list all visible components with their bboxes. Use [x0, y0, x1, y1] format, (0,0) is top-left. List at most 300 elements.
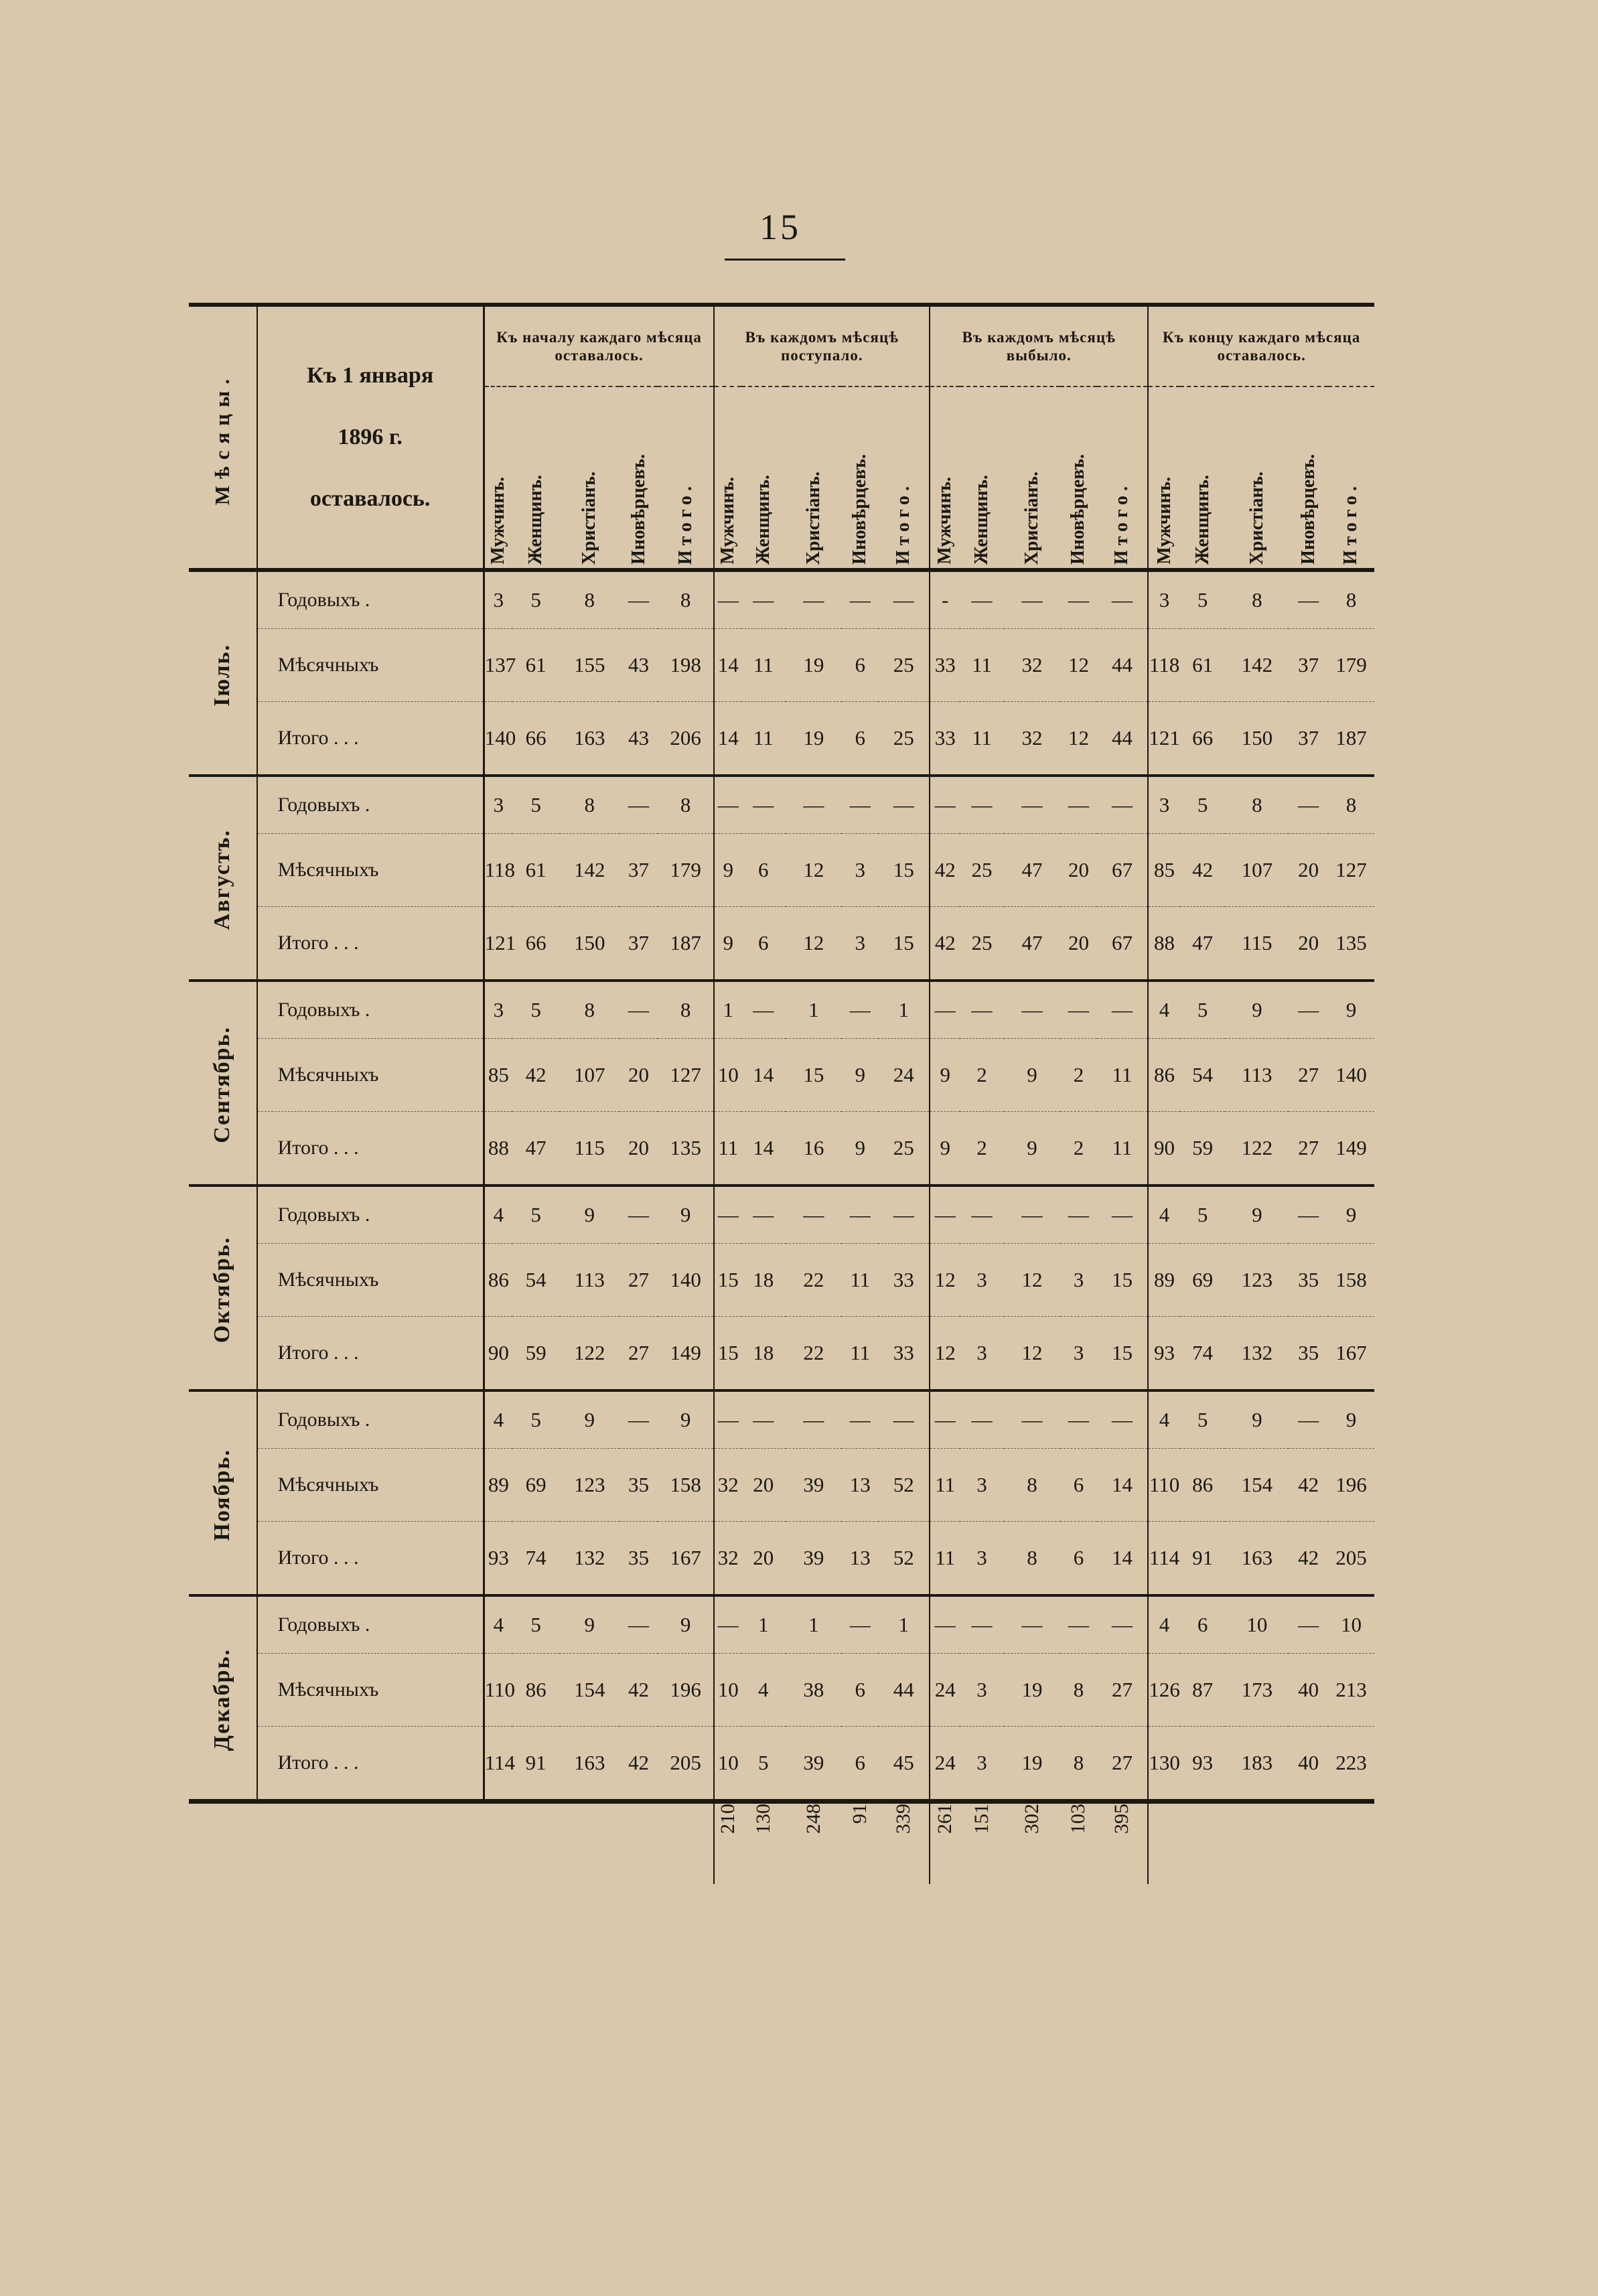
month-label-cell — [189, 1390, 257, 1595]
table-row — [189, 1595, 1374, 1654]
data-cell: 8 — [1346, 793, 1357, 816]
data-cell: 8 — [680, 588, 691, 612]
data-cell: 9 — [1346, 1203, 1357, 1226]
data-cell: 5 — [1197, 793, 1208, 816]
data-cell: — — [893, 1203, 914, 1226]
total-cell — [842, 1802, 878, 1885]
data-cell: 37 — [1289, 702, 1328, 776]
row-label: Годовыхъ . — [257, 981, 484, 1039]
data-cell: 20 — [1060, 834, 1096, 907]
data-cell: 4 — [493, 1408, 504, 1431]
data-cell: 163 — [559, 1727, 620, 1802]
data-cell: 123 — [559, 1449, 620, 1522]
data-cell: 8 — [680, 793, 691, 816]
total-value: 302 — [1021, 1804, 1043, 1834]
subcolumn-header — [930, 386, 960, 570]
data-cell: 2 — [960, 1112, 1003, 1186]
data-cell: 15 — [714, 1317, 741, 1391]
data-cell: 61 — [512, 834, 559, 907]
data-cell: 10 — [714, 1727, 741, 1802]
data-cell: 9 — [584, 1203, 595, 1226]
data-cell: 85 — [1148, 834, 1179, 907]
data-cell: — — [971, 588, 993, 612]
data-cell: 1 — [808, 998, 819, 1021]
data-cell: 8 — [584, 793, 595, 816]
data-cell: 35 — [1289, 1317, 1328, 1391]
data-cell: 3 — [960, 1449, 1003, 1522]
data-cell: 4 — [1148, 1186, 1179, 1244]
data-cell: 39 — [786, 1727, 843, 1802]
data-cell: — — [753, 1203, 774, 1226]
data-cell: 6 — [842, 1654, 878, 1727]
subcolumn-header-label: Мужчинъ. — [488, 477, 509, 565]
data-cell: 132 — [1225, 1317, 1289, 1391]
data-cell: — — [714, 1595, 741, 1654]
data-cell: 37 — [1289, 629, 1328, 702]
data-cell: — — [753, 1408, 774, 1431]
data-cell: 20 — [1060, 907, 1096, 981]
group-header-discharged: Въ каждомъ мѣсяцѣ выбыло. — [930, 305, 1148, 386]
data-cell: 90 — [1148, 1112, 1179, 1186]
total-cell — [741, 1802, 785, 1885]
data-cell: 1 — [714, 981, 741, 1039]
data-cell: 3 — [1060, 1244, 1096, 1317]
data-cell: — — [1298, 1203, 1319, 1226]
data-cell: 6 — [1060, 1522, 1096, 1596]
data-cell: 213 — [1328, 1654, 1374, 1727]
data-cell: 27 — [620, 1317, 657, 1391]
subcolumn-header — [714, 386, 741, 570]
total-value: 339 — [892, 1804, 915, 1834]
data-cell: — — [1111, 1408, 1133, 1431]
data-cell: — — [971, 793, 993, 816]
row-label: Годовыхъ . — [257, 776, 484, 834]
data-cell: 6 — [842, 1727, 878, 1802]
data-cell: 167 — [1328, 1317, 1374, 1391]
data-cell: 9 — [1252, 998, 1262, 1021]
data-cell: 8 — [680, 998, 691, 1021]
total-cell — [960, 1802, 1003, 1885]
data-cell: 9 — [842, 1112, 878, 1186]
month-label: Сентябрь. — [210, 1026, 235, 1143]
data-cell: — — [803, 1203, 824, 1226]
data-cell: 25 — [878, 1112, 930, 1186]
data-cell: 135 — [1328, 907, 1374, 981]
subcolumn-header-label: Иновѣрцевъ. — [1068, 453, 1089, 565]
data-cell: — — [1021, 1613, 1043, 1636]
data-cell: 115 — [1225, 907, 1289, 981]
data-cell: — — [1021, 1203, 1043, 1226]
subcolumn-header — [484, 386, 512, 570]
data-cell: — — [1021, 1408, 1043, 1431]
data-cell: 5 — [530, 998, 541, 1021]
data-cell: 12 — [1004, 1244, 1061, 1317]
row-label: Мѣсячныхъ — [257, 1244, 484, 1317]
data-cell: 3 — [960, 1244, 1003, 1317]
total-value: 91 — [849, 1804, 871, 1824]
data-cell: 5 — [1197, 1408, 1208, 1431]
data-cell: 140 — [484, 702, 512, 776]
data-cell: 9 — [1346, 1408, 1357, 1431]
data-cell: 86 — [484, 1244, 512, 1317]
subcolumn-header-label: Иновѣрцевъ. — [628, 453, 649, 565]
subcolumn-header — [1180, 386, 1226, 570]
row-label: Итого . . . — [257, 1317, 484, 1391]
data-cell: 47 — [1180, 907, 1226, 981]
data-cell: 3 — [493, 998, 504, 1021]
data-cell: 5 — [741, 1727, 785, 1802]
data-cell: 39 — [786, 1449, 843, 1522]
row-label: Итого . . . — [257, 1522, 484, 1596]
data-cell: 5 — [530, 1408, 541, 1431]
data-cell: 3 — [842, 834, 878, 907]
data-cell: 88 — [484, 1112, 512, 1186]
data-cell: 6 — [741, 907, 785, 981]
data-cell: 15 — [878, 834, 930, 907]
data-cell: 8 — [1004, 1449, 1061, 1522]
data-cell: 42 — [620, 1727, 657, 1802]
data-cell: 196 — [1328, 1449, 1374, 1522]
data-cell: 4 — [493, 1203, 504, 1226]
data-cell: 3 — [1148, 776, 1179, 834]
data-cell: 66 — [1180, 702, 1226, 776]
data-cell: — — [628, 588, 650, 612]
data-cell: 25 — [960, 834, 1003, 907]
data-cell: — — [893, 793, 914, 816]
row-label: Мѣсячныхъ — [257, 629, 484, 702]
data-cell: 4 — [1148, 981, 1179, 1039]
data-cell: — — [803, 1408, 824, 1431]
data-cell: — — [1021, 998, 1043, 1021]
data-cell: 27 — [1289, 1112, 1328, 1186]
data-cell: 44 — [1097, 629, 1149, 702]
data-cell: 15 — [786, 1039, 843, 1112]
data-cell: 87 — [1180, 1654, 1226, 1727]
total-value: 395 — [1110, 1804, 1133, 1834]
data-cell: 11 — [960, 629, 1003, 702]
subcolumn-header-label: Иновѣрцевъ. — [849, 453, 871, 565]
total-cell — [878, 1802, 930, 1885]
data-cell: 5 — [1197, 998, 1208, 1021]
ledger-table — [189, 303, 1374, 1884]
data-cell: 127 — [658, 1039, 715, 1112]
data-cell: — — [849, 588, 871, 612]
month-label: Августъ. — [210, 829, 235, 930]
data-cell: 149 — [1328, 1112, 1374, 1186]
data-cell: 47 — [1004, 834, 1061, 907]
data-cell: 74 — [1180, 1317, 1226, 1391]
data-cell: 88 — [1148, 907, 1179, 981]
data-cell: 6 — [1060, 1449, 1096, 1522]
table-row — [189, 1654, 1374, 1727]
data-cell: — — [1068, 1408, 1089, 1431]
data-cell: 20 — [1289, 834, 1328, 907]
data-cell: 25 — [878, 702, 930, 776]
page-number: 15 — [759, 207, 801, 247]
data-cell: 154 — [559, 1654, 620, 1727]
data-cell: 11 — [1097, 1039, 1149, 1112]
data-cell: 20 — [741, 1522, 785, 1596]
subcolumn-header — [1289, 386, 1328, 570]
data-cell: 142 — [559, 834, 620, 907]
data-cell: 11 — [842, 1317, 878, 1391]
table-row — [189, 776, 1374, 834]
data-cell: 9 — [1346, 998, 1357, 1021]
data-cell: 15 — [878, 907, 930, 981]
data-cell: 12 — [786, 907, 843, 981]
totals-row — [189, 1802, 1374, 1885]
data-cell: 114 — [484, 1727, 512, 1802]
months-header: Мѣсяцы. — [189, 305, 257, 570]
data-cell: 126 — [1148, 1654, 1179, 1727]
data-cell: 123 — [1225, 1244, 1289, 1317]
data-cell: — — [753, 998, 774, 1021]
data-cell: 9 — [930, 1112, 960, 1186]
data-cell: 91 — [1180, 1522, 1226, 1596]
data-cell: 110 — [1148, 1449, 1179, 1522]
data-cell: 40 — [1289, 1727, 1328, 1802]
data-cell: — — [1068, 588, 1089, 612]
data-cell: 54 — [1180, 1039, 1226, 1112]
data-cell: 52 — [878, 1449, 930, 1522]
data-cell: 3 — [960, 1654, 1003, 1727]
table-row — [189, 907, 1374, 981]
data-cell: — — [930, 1595, 960, 1654]
data-cell: 10 — [714, 1654, 741, 1727]
jan-header-line: оставалось. — [309, 486, 431, 511]
data-cell: 14 — [714, 702, 741, 776]
subcolumn-header-label: Итого. — [1111, 481, 1133, 565]
data-cell: 86 — [1180, 1449, 1226, 1522]
subcolumn-header-label: Итого. — [674, 481, 696, 565]
data-cell: 59 — [1180, 1112, 1226, 1186]
data-cell: 3 — [960, 1727, 1003, 1802]
data-cell: 90 — [484, 1317, 512, 1391]
data-cell: 113 — [1225, 1039, 1289, 1112]
data-cell: — — [1298, 588, 1319, 612]
data-cell: 61 — [1180, 629, 1226, 702]
table-row — [189, 629, 1374, 702]
subcolumn-header — [1097, 386, 1149, 570]
data-cell: 155 — [559, 629, 620, 702]
subcolumn-header-label: Итого. — [893, 481, 914, 565]
subcolumn-header — [658, 386, 715, 570]
data-cell: 10 — [1246, 1613, 1268, 1636]
table-row — [189, 1522, 1374, 1596]
data-cell: 121 — [484, 907, 512, 981]
data-cell: 14 — [741, 1112, 785, 1186]
data-cell: — — [1298, 998, 1319, 1021]
data-cell: 15 — [714, 1244, 741, 1317]
data-cell: 3 — [842, 907, 878, 981]
group-header-admitted: Въ каждомъ мѣсяцѣ поступало. — [714, 305, 930, 386]
data-cell: — — [971, 1203, 993, 1226]
data-cell: 206 — [658, 702, 715, 776]
data-cell: 69 — [512, 1449, 559, 1522]
data-cell: 1 — [808, 1613, 819, 1636]
data-cell: 19 — [1004, 1727, 1061, 1802]
data-cell: 37 — [620, 834, 657, 907]
table-row — [189, 570, 1374, 629]
data-cell: — — [753, 588, 774, 612]
row-label: Годовыхъ . — [257, 1595, 484, 1654]
data-cell: 150 — [559, 907, 620, 981]
data-cell: 42 — [1289, 1449, 1328, 1522]
data-cell: 10 — [1340, 1613, 1362, 1636]
data-cell: 5 — [1197, 1203, 1208, 1226]
data-cell: 25 — [878, 629, 930, 702]
data-cell: 35 — [620, 1449, 657, 1522]
data-cell: 14 — [741, 1039, 785, 1112]
data-cell: 11 — [741, 702, 785, 776]
total-cell — [1004, 1802, 1061, 1885]
data-cell: 42 — [1180, 834, 1226, 907]
data-cell: 9 — [584, 1408, 595, 1431]
month-label-cell — [189, 981, 257, 1186]
data-cell: 93 — [484, 1522, 512, 1596]
data-cell: 35 — [620, 1522, 657, 1596]
data-cell: 140 — [1328, 1039, 1374, 1112]
data-cell: 122 — [559, 1317, 620, 1391]
subcolumn-header — [842, 386, 878, 570]
data-cell: — — [849, 1203, 871, 1226]
data-cell: 12 — [1060, 702, 1096, 776]
data-cell: 22 — [786, 1244, 843, 1317]
data-cell: 107 — [1225, 834, 1289, 907]
total-cell — [786, 1802, 843, 1885]
data-cell: 187 — [658, 907, 715, 981]
data-cell: — — [971, 998, 993, 1021]
data-cell: — — [1068, 1613, 1089, 1636]
data-cell: — — [849, 998, 871, 1021]
total-cell — [1060, 1802, 1096, 1885]
data-cell: — — [714, 1186, 741, 1244]
data-cell: — — [803, 793, 824, 816]
data-cell: 11 — [1097, 1112, 1149, 1186]
data-cell: 5 — [530, 793, 541, 816]
data-cell: 9 — [930, 1039, 960, 1112]
subcolumn-header-label: Итого. — [1340, 481, 1362, 565]
data-cell: — — [893, 588, 914, 612]
data-cell: 223 — [1328, 1727, 1374, 1802]
month-label-cell — [189, 1595, 257, 1802]
month-label-cell — [189, 776, 257, 981]
data-cell: 9 — [714, 907, 741, 981]
subcolumn-header-label: Христіанъ. — [1021, 471, 1043, 565]
data-cell: 8 — [1252, 588, 1262, 612]
subcolumn-header-label: Христіанъ. — [1246, 471, 1267, 565]
data-cell: 15 — [1097, 1317, 1149, 1391]
data-cell: 11 — [714, 1112, 741, 1186]
data-cell: 37 — [620, 907, 657, 981]
data-cell: — — [803, 588, 824, 612]
data-cell: — — [1068, 1203, 1089, 1226]
subcolumn-header — [960, 386, 1003, 570]
data-cell: — — [971, 1408, 993, 1431]
data-cell: — — [628, 793, 650, 816]
row-label: Мѣсячныхъ — [257, 834, 484, 907]
data-cell: — — [1298, 1613, 1319, 1636]
data-cell: 27 — [1097, 1654, 1149, 1727]
row-label: Итого . . . — [257, 1112, 484, 1186]
row-label: Годовыхъ . — [257, 570, 484, 629]
data-cell: 9 — [584, 1613, 595, 1636]
subcolumn-header-label: Женщинъ. — [525, 474, 547, 565]
data-cell: — — [930, 981, 960, 1039]
data-cell: 9 — [1004, 1112, 1061, 1186]
data-cell: 205 — [1328, 1522, 1374, 1596]
data-cell: 24 — [878, 1039, 930, 1112]
data-cell: 14 — [1097, 1449, 1149, 1522]
table-row — [189, 1317, 1374, 1391]
data-cell: 89 — [484, 1449, 512, 1522]
row-label: Мѣсячныхъ — [257, 1039, 484, 1112]
data-cell: 33 — [878, 1317, 930, 1391]
data-cell: 15 — [1097, 1244, 1149, 1317]
data-cell: 32 — [714, 1522, 741, 1596]
data-cell: 2 — [960, 1039, 1003, 1112]
data-cell: 8 — [1252, 793, 1262, 816]
subcolumn-header — [878, 386, 930, 570]
row-label: Мѣсячныхъ — [257, 1449, 484, 1522]
data-cell: 8 — [1060, 1654, 1096, 1727]
subcolumn-header-label: Христіанъ. — [802, 471, 824, 565]
data-cell: 149 — [658, 1317, 715, 1391]
data-cell: 12 — [1060, 629, 1096, 702]
data-cell: 154 — [1225, 1449, 1289, 1522]
data-cell: 66 — [512, 907, 559, 981]
data-cell: 86 — [1148, 1039, 1179, 1112]
data-cell: 163 — [559, 702, 620, 776]
data-cell: — — [1068, 998, 1089, 1021]
data-cell: 14 — [1097, 1522, 1149, 1596]
subcolumn-header-label: Мужчинъ. — [1153, 477, 1175, 565]
data-cell: 132 — [559, 1522, 620, 1596]
data-cell: 59 — [512, 1317, 559, 1391]
subcolumn-header — [1328, 386, 1374, 570]
totals-spacer — [189, 1802, 714, 1885]
data-cell: — — [849, 793, 871, 816]
data-cell: 121 — [1148, 702, 1179, 776]
data-cell: — — [849, 1408, 871, 1431]
data-cell: 1 — [898, 998, 909, 1021]
total-value: 248 — [802, 1804, 824, 1834]
data-cell: 9 — [1252, 1408, 1262, 1431]
data-cell: 13 — [842, 1522, 878, 1596]
data-cell: 4 — [741, 1654, 785, 1727]
data-cell: 6 — [842, 702, 878, 776]
data-cell: 33 — [930, 629, 960, 702]
total-value: 261 — [934, 1804, 956, 1834]
data-cell: 47 — [512, 1112, 559, 1186]
data-cell: — — [893, 1408, 914, 1431]
table-row — [189, 702, 1374, 776]
month-label-cell — [189, 570, 257, 776]
data-cell: 11 — [741, 629, 785, 702]
data-cell: 8 — [1004, 1522, 1061, 1596]
data-cell: 91 — [512, 1727, 559, 1802]
data-cell: 47 — [1004, 907, 1061, 981]
data-cell: 140 — [658, 1244, 715, 1317]
data-cell: 4 — [493, 1613, 504, 1636]
data-cell: 32 — [714, 1449, 741, 1522]
data-cell: 173 — [1225, 1654, 1289, 1727]
data-cell: — — [753, 793, 774, 816]
data-cell: 4 — [1148, 1595, 1179, 1654]
data-cell: 66 — [512, 702, 559, 776]
data-cell: 115 — [559, 1112, 620, 1186]
data-cell: 52 — [878, 1522, 930, 1596]
